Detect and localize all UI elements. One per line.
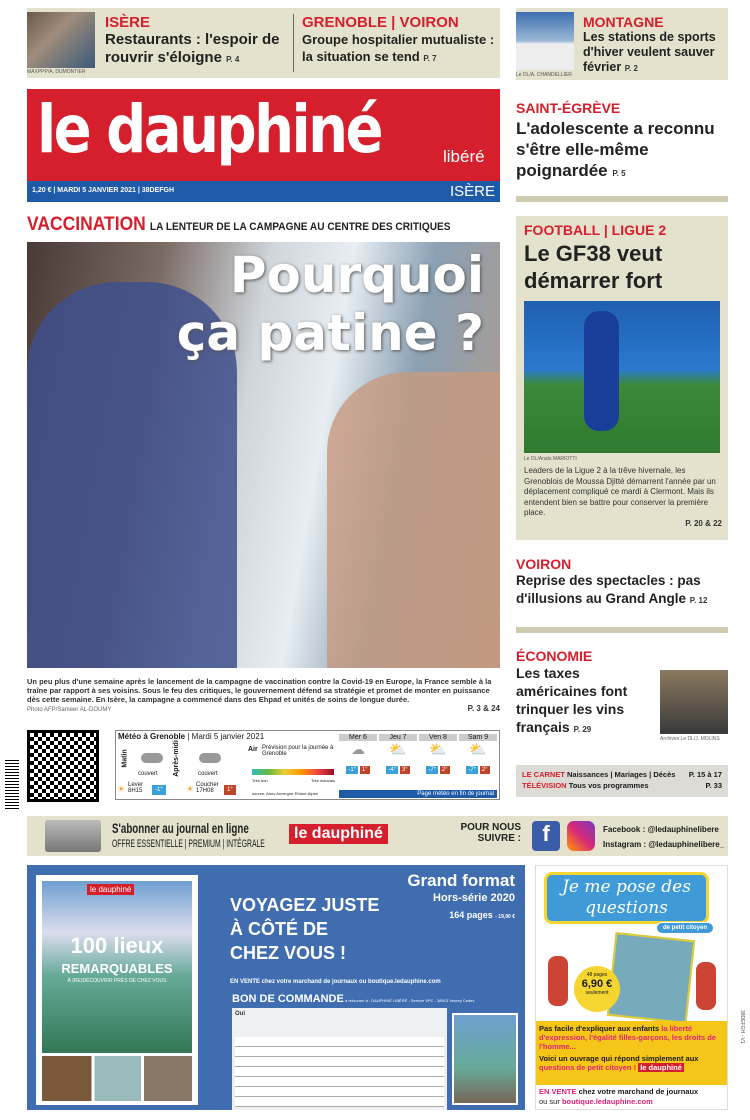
order-form[interactable] — [232, 1008, 447, 1110]
teaser-title: Restaurants : l'espoir de rouvrir s'éloigne — [105, 31, 280, 66]
afternoon-temp: 1° — [224, 785, 236, 795]
article-kicker: VOIRON — [516, 556, 572, 572]
ad2-logo: le dauphiné — [640, 1063, 682, 1072]
article-title: L'adolescente a reconnu s'être elle-même poignardée — [516, 119, 715, 180]
article-page: P. 12 — [689, 596, 708, 605]
air-source: source: Atmo Auvergne-Rhône-Alpes — [252, 791, 318, 796]
weather-morning-sky: couvert — [138, 771, 158, 777]
lead-caption: Un peu plus d'une semaine après le lancement de la campagne de vaccination contre la Covid-19 en Europe, la France semble à la traîne par rapport à ses voisins. Sous le feu des critiques, le gouvernement défend sa stratégie et promet de monter en puissance dès cette semaine. En Isère, la campagne a commencé dans des Ehpad et unités de soins de longue durée. — [27, 677, 492, 704]
cloud-icon — [141, 753, 163, 763]
weather-morning-label: Matin — [121, 749, 129, 768]
photo-credit: Le DL/Anaïs MARIOTTI — [524, 456, 577, 462]
facebook-icon[interactable]: f — [532, 821, 560, 851]
ad-sale: EN VENTE chez votre marchand de journaux ou boutique.ledauphine.com — [230, 979, 441, 985]
day-label: Sam 9 — [459, 734, 497, 741]
air-quality-scale — [252, 769, 334, 775]
masthead-libere: libéré — [443, 147, 485, 166]
ad2-text2: Voici un ouvrage qui répond simplement aux — [539, 1054, 699, 1063]
teaser-page: P. 7 — [423, 54, 437, 63]
ad2-text-box — [536, 1021, 727, 1085]
lead-subtitle: LA LENTEUR DE LA CAMPAGNE AU CENTRE DES CRITIQUES — [149, 221, 451, 233]
weather-title: Météo à Grenoble — [118, 732, 186, 741]
max-temp: 3° — [401, 767, 408, 773]
forecast-day — [419, 734, 457, 773]
weather-afternoon-label: Après-midi — [172, 740, 180, 777]
teaser-title: Les stations de sports d'hiver veulent sauver février — [583, 30, 716, 74]
article-voiron[interactable] — [516, 556, 728, 610]
teaser-isere[interactable] — [105, 14, 287, 69]
article-page: P. 20 & 22 — [685, 518, 722, 528]
patient-silhouette — [327, 372, 500, 668]
cloud-icon — [199, 753, 221, 763]
lead-headline-2: ça patine ? — [176, 304, 484, 362]
edition-code: 38DEFGH - V1 — [739, 1010, 745, 1044]
ad-series: Hors-série 2020 — [433, 892, 515, 904]
ad2-text2b: questions de petit citoyen ! — [539, 1063, 637, 1072]
tv-label: TÉLÉVISION — [522, 781, 567, 790]
ad-pages: 164 pages — [449, 910, 493, 920]
issue-info: 1,20 € | MARDI 5 JANVIER 2021 | 38DEFGH — [32, 187, 175, 194]
mini-cover — [452, 1013, 518, 1105]
article-title: Le GF38 veut démarrer fort — [524, 241, 663, 293]
ad2-price: 6,90 € — [581, 978, 613, 990]
forecast-day — [339, 734, 377, 773]
teaser-grenoble[interactable] — [302, 14, 497, 67]
forecast-day — [379, 734, 417, 773]
cover-tagline: À (RE)DÉCOUVRIR PRÈS DE CHEZ VOUS — [67, 978, 167, 984]
day-label: Ven 8 — [419, 734, 457, 741]
article-st-egreve[interactable] — [516, 100, 728, 184]
article-kicker: SAINT-ÉGRÈVE — [516, 100, 621, 116]
forecast — [339, 734, 497, 773]
air-low: Très bon — [252, 778, 268, 783]
ad2-title-box: Je me pose des questions — [544, 872, 709, 924]
order-checkbox-oui[interactable]: Oui — [235, 1011, 245, 1017]
teaser-photo-restaurants — [27, 12, 95, 68]
air-high: Très mauvais — [311, 778, 335, 783]
lead-header — [27, 214, 451, 236]
day-label: Jeu 7 — [379, 734, 417, 741]
max-temp: 2° — [481, 767, 488, 773]
min-temp: -4° — [388, 767, 397, 773]
lead-photo[interactable] — [27, 242, 500, 668]
price-badge — [574, 966, 620, 1012]
sun-cloud-icon: ⛅ — [469, 741, 487, 757]
article-page: P. 5 — [612, 169, 626, 178]
kids-illustration — [548, 956, 568, 1006]
lead-headline-1: Pourquoi — [229, 246, 484, 304]
cover-title: 100 lieux — [70, 933, 164, 958]
ad2-sale: EN VENTE — [539, 1087, 577, 1096]
instagram-handle[interactable]: Instagram : @ledauphinelibere_ — [603, 840, 725, 849]
ad2-only: seulement — [585, 990, 609, 996]
edition-label: ISÈRE — [449, 183, 495, 200]
sun-cloud-icon: ⛅ — [389, 741, 407, 757]
max-temp: 2° — [441, 767, 448, 773]
teaser-page: P. 2 — [624, 64, 638, 73]
ad2-url[interactable]: boutique.ledauphine.com — [561, 1097, 653, 1106]
teaser-photo-credit: MAXPPP/A. DUMONTIER — [27, 69, 86, 75]
sunrise: Lever 8H15 — [128, 782, 144, 794]
football-photo — [524, 301, 720, 453]
subscribe-title: S'abonner au journal en ligne — [112, 820, 249, 836]
teaser-kicker: GRENOBLE | VOIRON — [302, 14, 459, 31]
teaser-kicker: ISÈRE — [105, 14, 151, 31]
morning-temp: -1° — [152, 785, 166, 795]
carnet-box[interactable] — [516, 765, 728, 797]
lead-kicker: VACCINATION — [27, 214, 146, 235]
air-text: Prévision pour la journée à Grenoble — [262, 745, 334, 757]
teaser-kicker: MONTAGNE — [583, 14, 664, 30]
carnet-text: Naissances | Mariages | Décès — [567, 770, 676, 779]
photo-credit: Archives Le DL/J. MOLINS — [660, 736, 720, 742]
subscribe-offers: OFFRE ESSENTIELLE | PREMIUM | INTÉGRALE — [112, 838, 265, 850]
facebook-handle[interactable]: Facebook : @ledauphinelibere — [603, 825, 719, 834]
subscribe-banner[interactable] — [27, 816, 728, 856]
divider — [516, 196, 728, 202]
instagram-icon[interactable] — [567, 821, 595, 851]
order-form-address: à retourner à : DAUPHINÉ LIBÉRÉ - Service VPC - 38913 Veurey Cedex — [345, 998, 475, 1003]
forecast-day — [459, 734, 497, 773]
carnet-label: LE CARNET — [522, 770, 565, 779]
ad-100-lieux[interactable] — [27, 865, 525, 1110]
cover-photos — [42, 1056, 192, 1101]
weather-date: Mardi 5 janvier 2021 — [191, 732, 265, 741]
ad-slogan: VOYAGEZ JUSTE À CÔTÉ DE CHEZ VOUS ! — [230, 895, 380, 963]
sun-cloud-icon: ⛅ — [429, 741, 447, 757]
masthead-logo: le dauphiné — [37, 91, 382, 168]
order-form-title: BON DE COMMANDE — [232, 993, 344, 1005]
article-summary: Leaders de la Ligue 2 à la trêve hivernale, les Grenoblois de Moussa Djitté démarrent l'année par un déplacement compliqué ce mardi à Clermont. Mais ils entendent bien se battre pour conserver la première place. — [524, 466, 716, 517]
masthead-infobar — [27, 181, 500, 202]
lead-credit: Photo AFP/Sameer AL-DOUMY — [27, 707, 112, 713]
kids-illustration — [696, 962, 716, 1010]
subscribe-logo: le dauphiné — [289, 824, 388, 844]
ad2-pages: 48 pages — [586, 972, 608, 978]
article-kicker: FOOTBALL | LIGUE 2 — [524, 222, 667, 238]
min-temp: -1° — [348, 767, 357, 773]
ad2-sale-text: chez votre marchand de journaux — [578, 1087, 699, 1096]
follow-label: POUR NOUS SUIVRE : — [460, 822, 521, 844]
divider — [293, 14, 294, 72]
sun-icon: ☀ — [117, 784, 126, 794]
max-temp: 1° — [361, 767, 368, 773]
ad2-text1: Pas facile d'expliquer aux enfants — [539, 1024, 660, 1033]
divider — [516, 627, 728, 633]
ad-price: - 19,90 € — [495, 914, 515, 920]
weather-box: Météo à Grenoble | Mardi 5 janvier 2021 Matin couvert ☀ Lever 8H15 -1° Après-midi couvert ☀ Coucher 17H08 1° Air Prévision pour la journée à Grenoble Très bon Très mauvais source: Atmo Auvergne-Rhône-Alpes Mer 6 ☁ -1° 1° Jeu 7 ⛅ -4° 3° Ven 8 ⛅ -7° 2° Sam 9 ⛅ -7° 2° Page météo en fin de journal — [115, 730, 500, 800]
ad2-text1b: la liberté d'expression, l'égalité filles-garçons, les droits de l'homme... — [539, 1024, 716, 1051]
tv-text: Tous vos programmes — [568, 781, 649, 790]
carnet-page: P. 15 à 17 — [688, 770, 722, 779]
player-silhouette — [584, 311, 619, 431]
ad2-tag: de petit citoyen — [656, 922, 714, 934]
weather-footer-link[interactable]: Page météo en fin de journal — [339, 790, 497, 798]
teaser-title: Groupe hospitalier mutualiste : la situation se tend — [302, 32, 495, 64]
sunset: Coucher 17H08 — [196, 782, 219, 794]
min-temp: -7° — [468, 767, 477, 773]
article-football[interactable] — [516, 216, 728, 540]
order-fields[interactable] — [235, 1037, 444, 1107]
barcode — [5, 760, 19, 810]
teaser-montagne[interactable] — [583, 14, 726, 76]
teaser-page: P. 4 — [226, 55, 240, 64]
qr-code[interactable] — [27, 730, 99, 802]
cover-logo: le dauphiné — [87, 884, 134, 895]
cloud-icon: ☁ — [351, 741, 365, 757]
devices-icon — [45, 820, 101, 852]
lead-page: P. 3 & 24 — [467, 704, 500, 713]
tv-page: P. 33 — [705, 781, 722, 790]
sun-icon: ☀ — [186, 784, 195, 794]
weather-afternoon-sky: couvert — [198, 771, 218, 777]
cover-subtitle: REMARQUABLES — [61, 961, 173, 976]
day-label: Mer 6 — [339, 734, 377, 741]
teaser-photo-ski — [516, 12, 574, 70]
masthead[interactable] — [27, 89, 500, 181]
ad2-or: ou sur — [539, 1097, 560, 1106]
ad-format: Grand format — [407, 871, 515, 890]
min-temp: -7° — [428, 767, 437, 773]
air-label: Air — [248, 746, 258, 753]
article-title: Les taxes américaines font trinquer les vins français — [516, 665, 628, 735]
ad-petit-citoyen[interactable] — [535, 865, 728, 1110]
article-title: Reprise des spectacles : pas d'illusions au Grand Angle — [516, 573, 701, 606]
lead-caption-block — [27, 677, 500, 713]
ad2-book — [607, 932, 695, 1024]
article-economie[interactable] — [516, 648, 728, 745]
teaser-photo-credit: Le DL/A. CHANDELLIER — [516, 72, 572, 78]
wine-photo — [660, 670, 728, 734]
article-page: P. 29 — [573, 725, 592, 734]
book-cover — [36, 875, 198, 1105]
article-kicker: ÉCONOMIE — [516, 648, 593, 664]
